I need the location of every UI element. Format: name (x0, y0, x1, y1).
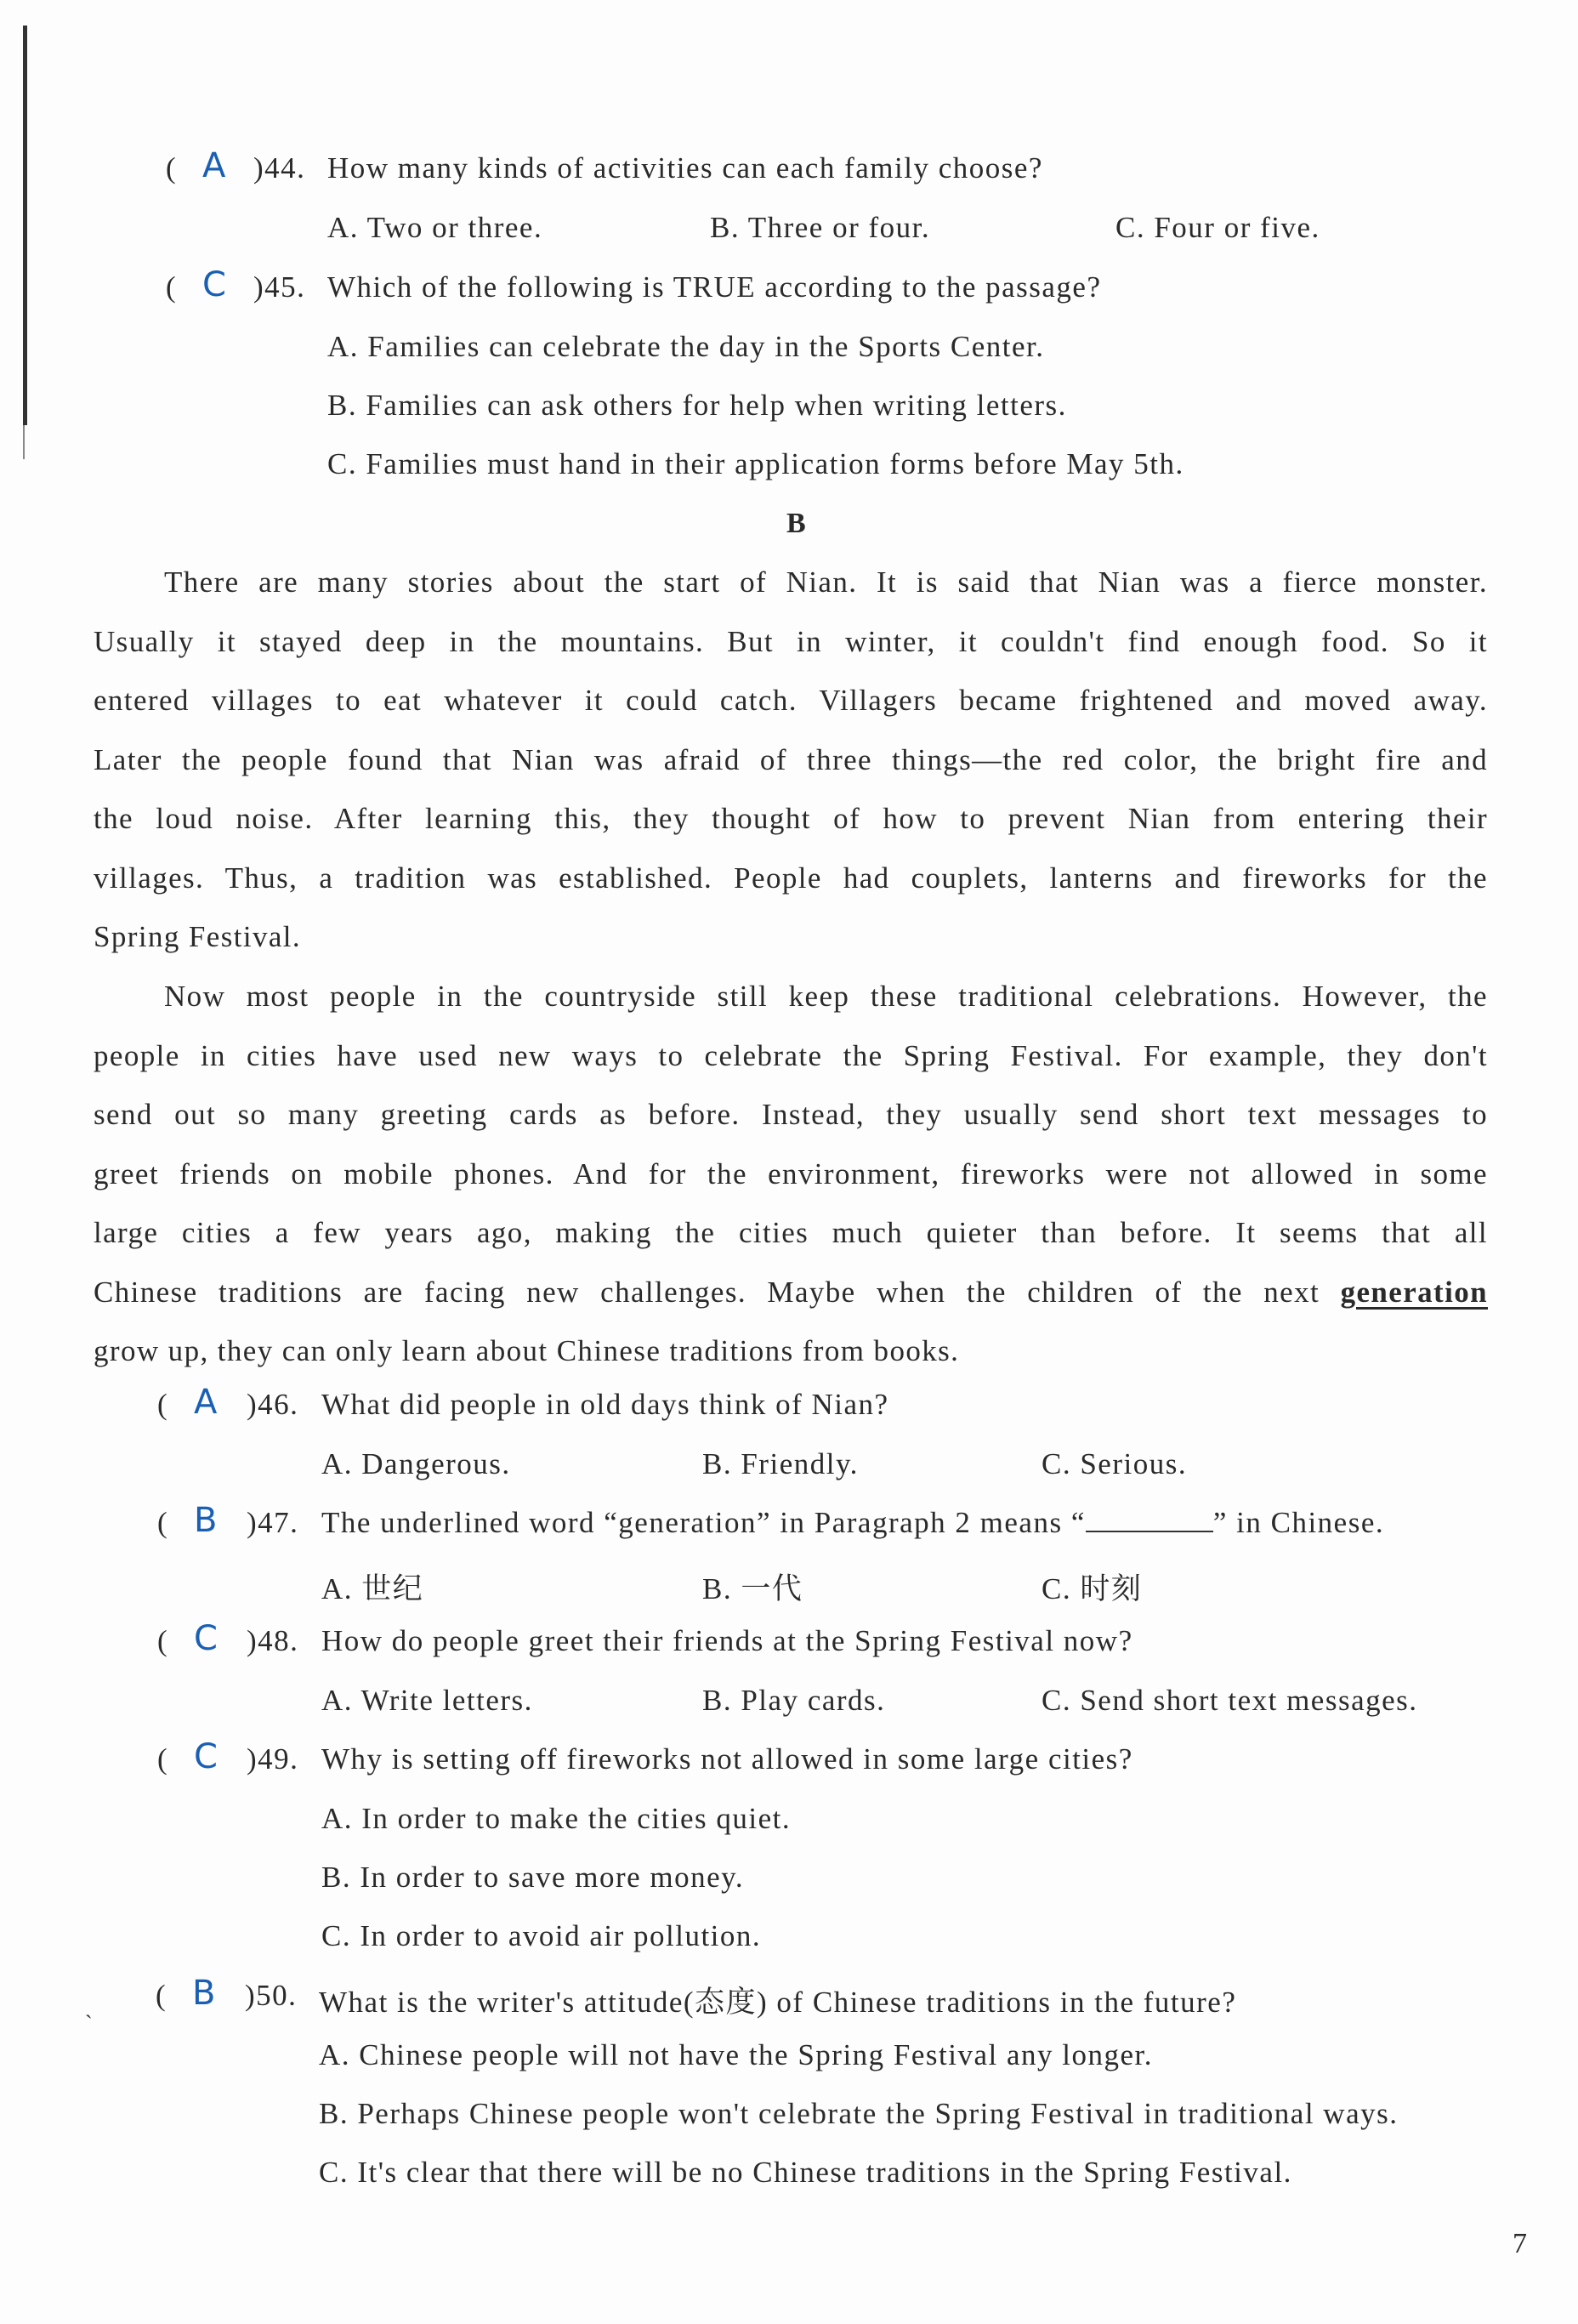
paren-open: ( (166, 151, 176, 185)
answer-44: A (202, 146, 226, 185)
binding-edge (23, 26, 27, 425)
stray-pen-mark: ˏ (85, 1994, 93, 2019)
passage-line: grow up, they can only learn about Chinese traditions from books. (94, 1334, 960, 1367)
question-text-50: What is the writer's attitude(态度) of Chinese traditions in the future? (319, 1986, 1237, 2019)
option-45-c: C. Families must hand in their application forms before May 5th. (327, 447, 1184, 480)
paren-open: ( (157, 1388, 167, 1421)
question-num-50: )50. (245, 1979, 298, 2012)
passage-line: Now most people in the countryside still keep these traditional celebrations. However, the (164, 980, 1488, 1013)
question-num-44: )44. (253, 151, 306, 185)
option-45-b: B. Families can ask others for help when writing letters. (327, 389, 1067, 422)
passage-line: entered villages to eat whatever it could catch. Villagers became frightened and moved away. (94, 684, 1488, 717)
option-46-a: A. Dangerous. (321, 1447, 511, 1480)
option-48-b: B. Play cards. (702, 1684, 886, 1717)
option-47-b: B. 一代 (702, 1572, 803, 1605)
question-text-47-post: ” in Chinese. (1212, 1506, 1385, 1539)
answer-47: B (194, 1501, 218, 1540)
option-48-a: A. Write letters. (321, 1684, 533, 1717)
paren-open: ( (156, 1979, 166, 2012)
paren-open: ( (157, 1506, 167, 1539)
passage-line: large cities a few years ago, making the cities much quieter than before. It seems that all (94, 1216, 1488, 1249)
option-50-a: A. Chinese people will not have the Spring Festival any longer. (319, 2038, 1154, 2071)
question-text-49: Why is setting off fireworks not allowed in some large cities? (321, 1742, 1133, 1776)
option-50-c: C. It's clear that there will be no Chinese traditions in the Spring Festival. (319, 2156, 1292, 2189)
paren-open: ( (166, 270, 176, 304)
paren-open: ( (157, 1742, 167, 1776)
question-text-44: How many kinds of activities can each family choose? (327, 151, 1043, 185)
passage-line: Spring Festival. (94, 920, 302, 953)
passage-paragraph-2 (94, 967, 1488, 1381)
question-text-47 (321, 1506, 1384, 1540)
binding-edge-fade (23, 425, 25, 459)
answer-49: C (194, 1737, 218, 1776)
page-number: 7 (1513, 2228, 1527, 2259)
option-49-c: C. In order to avoid air pollution. (321, 1919, 762, 1952)
question-num-49: )49. (247, 1742, 299, 1776)
answer-blank (1086, 1509, 1213, 1532)
passage-paragraph-1 (94, 553, 1488, 967)
question-text-48: How do people greet their friends at the Spring Festival now? (321, 1624, 1133, 1657)
option-49-a: A. In order to make the cities quiet. (321, 1802, 792, 1835)
question-num-48: )48. (247, 1624, 299, 1657)
option-49-b: B. In order to save more money. (321, 1861, 745, 1894)
option-46-b: B. Friendly. (702, 1447, 859, 1480)
answer-45: C (202, 265, 226, 304)
question-text-46: What did people in old days think of Nian? (321, 1388, 889, 1421)
option-44-b: B. Three or four. (710, 211, 931, 244)
passage-line: people in cities have used new ways to celebrate the Spring Festival. For example, they don't (94, 1038, 1488, 1072)
option-46-c: C. Serious. (1042, 1447, 1188, 1480)
answer-50: B (192, 1974, 216, 2013)
question-text-47-pre: The underlined word “generation” in Paragraph 2 means “ (321, 1506, 1086, 1539)
option-50-b: B. Perhaps Chinese people won't celebrate the Spring Festival in traditional ways. (319, 2097, 1399, 2130)
passage-line: villages. Thus, a tradition was established. People had couplets, lanterns and fireworks for the (94, 861, 1488, 895)
option-44-c: C. Four or five. (1115, 211, 1320, 244)
option-47-a: A. 世纪 (321, 1572, 424, 1605)
passage-line (94, 1263, 1488, 1322)
passage-line: send out so many greeting cards as before. Instead, they usually send short text messages to (94, 1098, 1488, 1131)
option-47-c: C. 时刻 (1042, 1572, 1143, 1605)
section-title-b: B (786, 508, 806, 539)
passage-line: There are many stories about the start of Nian. It is said that Nian was a fierce monster. (164, 565, 1488, 599)
answer-46: A (194, 1383, 218, 1422)
question-num-47: )47. (247, 1506, 299, 1539)
option-48-c: C. Send short text messages. (1042, 1684, 1418, 1717)
option-44-a: A. Two or three. (327, 211, 543, 244)
passage-line: the loud noise. After learning this, they thought of how to prevent Nian from entering their (94, 802, 1488, 835)
question-num-46: )46. (247, 1388, 299, 1421)
question-text-45: Which of the following is TRUE according to the passage? (327, 270, 1102, 304)
passage-line: Usually it stayed deep in the mountains. But in winter, it couldn't find enough food. So it (94, 624, 1488, 658)
passage-line-text: Chinese traditions are facing new challenges. Maybe when the children of the next (94, 1275, 1320, 1309)
passage-line: greet friends on mobile phones. And for the environment, fireworks were not allowed in some (94, 1156, 1488, 1190)
paren-open: ( (157, 1624, 167, 1657)
passage-line: Later the people found that Nian was afraid of three things—the red color, the bright fire and (94, 742, 1488, 776)
underlined-word-generation: generation (1340, 1275, 1488, 1309)
option-45-a: A. Families can celebrate the day in the Sports Center. (327, 330, 1045, 363)
answer-48: C (194, 1619, 218, 1658)
question-num-45: )45. (253, 270, 306, 304)
